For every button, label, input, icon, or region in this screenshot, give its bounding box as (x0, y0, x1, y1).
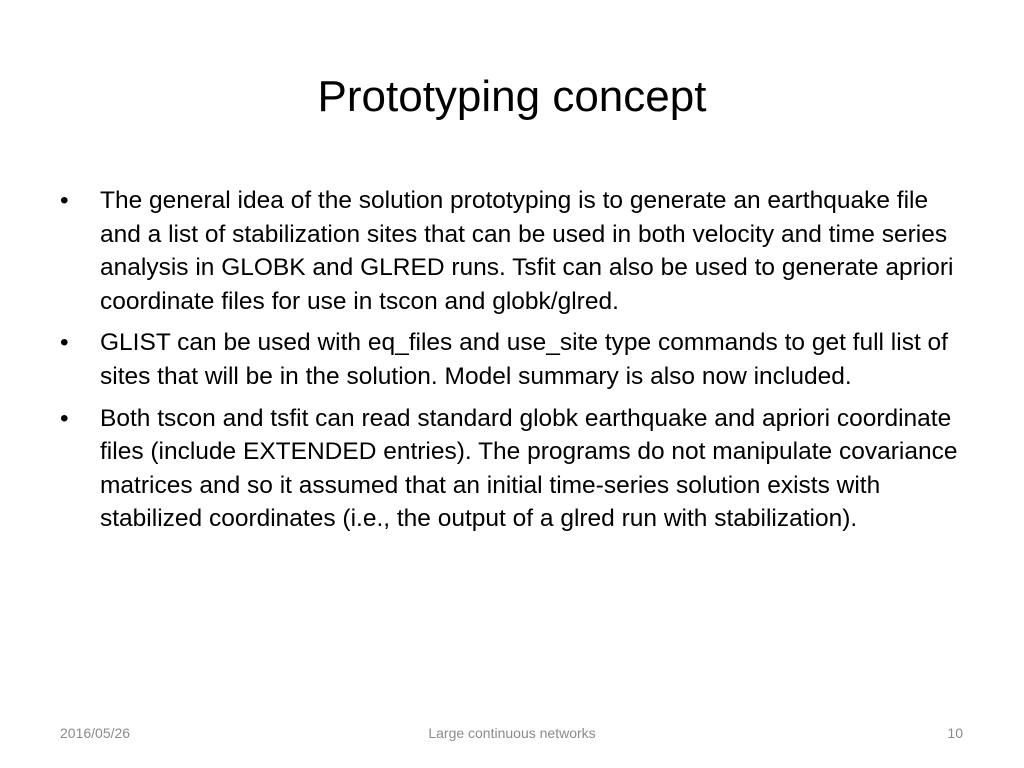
bullet-text: Both tscon and tsfit can read standard globk earthquake and apriori coordinate files (include EXTENDED entries). The programs do not manipulate covariance matrices and so it assumed that an initial time-series solution exists with stabilized coordinates (i.e., the output of a glred run with stabilization). (100, 404, 958, 533)
bullet-icon: • (60, 187, 69, 214)
bullet-icon: • (60, 329, 69, 357)
bullet-text: The general idea of the solution prototyping is to generate an earthquake file and a list of stabilization sites that can be used in both velocity and time series analysis in GLOBK and GLRED runs. Tsfit can also be used to generate apriori coordinate files for use in tscon and globk/glred. (100, 187, 954, 315)
slide-title: Prototyping concept (317, 72, 707, 121)
footer-date: 2016/05/26 (60, 725, 131, 741)
bullet-item (58, 326, 970, 393)
slide-number: 10 (947, 725, 963, 741)
bullet-list (58, 184, 970, 544)
bullet-item (58, 184, 970, 318)
bullet-text: GLIST can be used with eq_files and use_site type commands to get full list of sites that will be in the solution. Model summary is also now included. (100, 329, 948, 390)
footer-title: Large continuous networks (428, 725, 596, 741)
bullet-icon: • (60, 404, 69, 432)
bullet-item (58, 402, 970, 536)
